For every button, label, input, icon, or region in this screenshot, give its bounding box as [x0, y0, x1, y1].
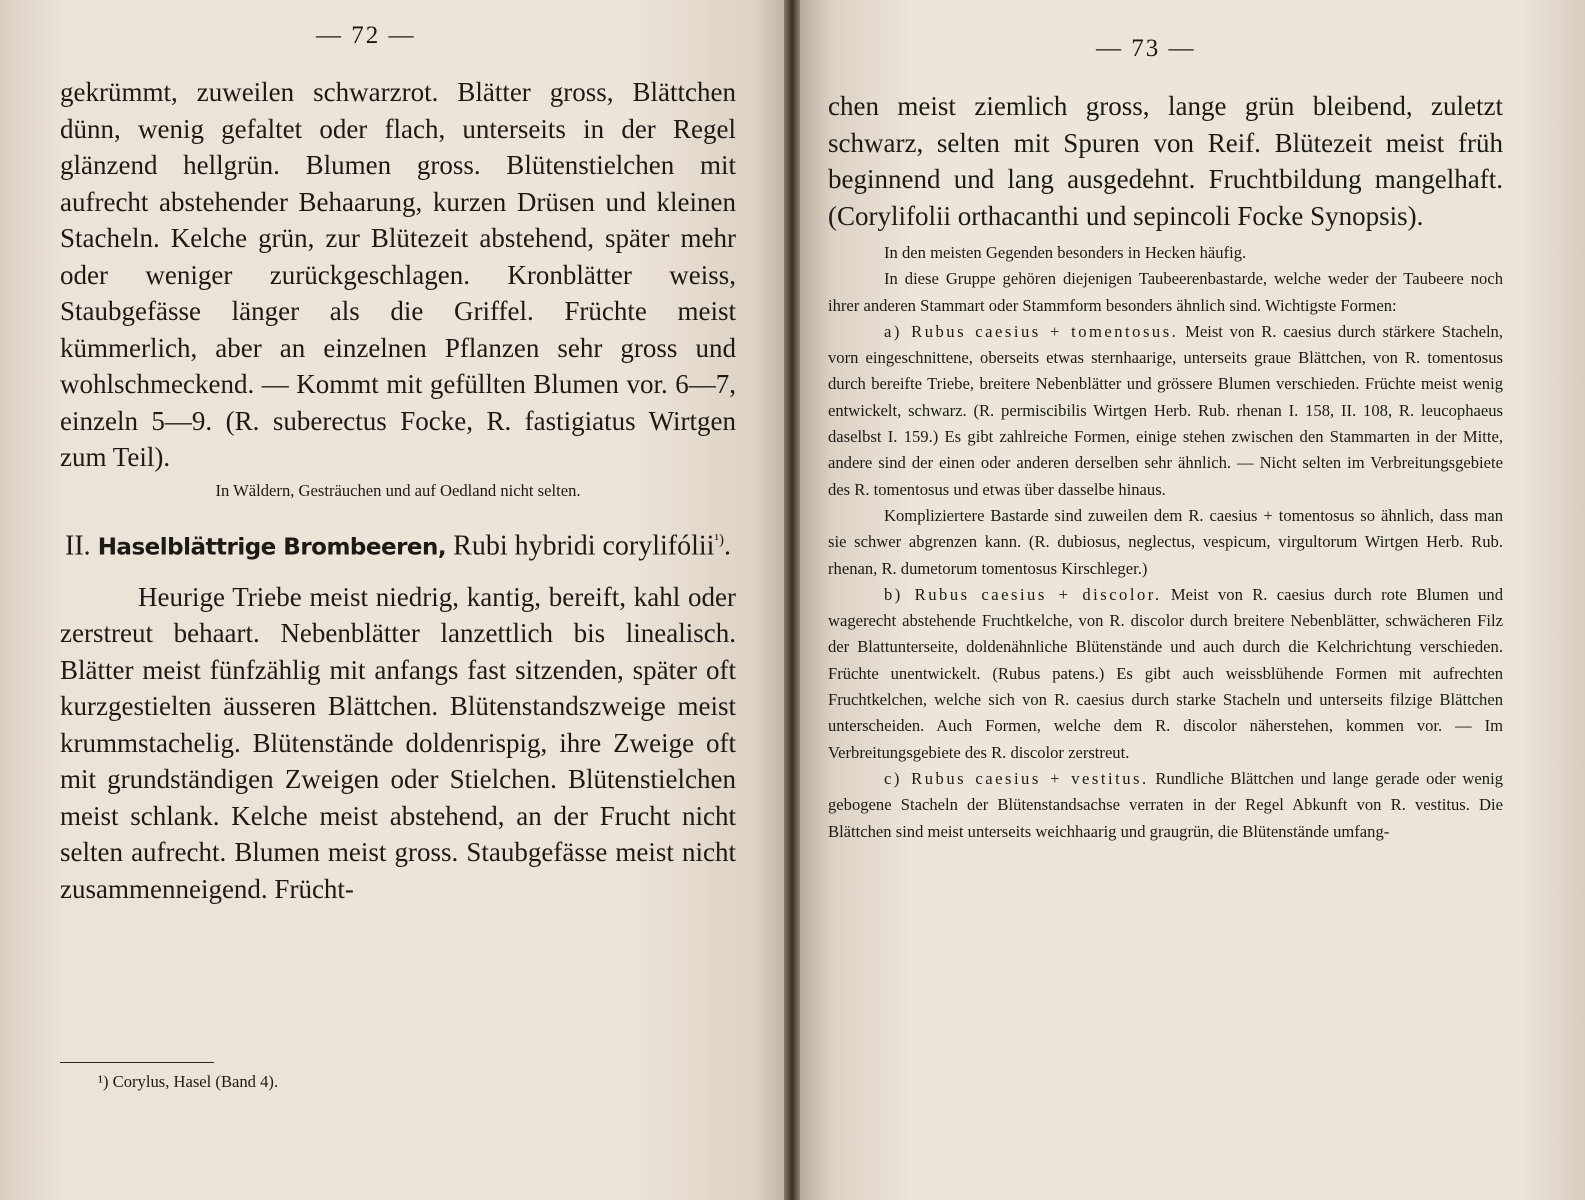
page-number: — 72 —	[316, 22, 416, 49]
page-number: — 73 —	[1096, 35, 1196, 62]
section-title: Haselblättrige Brombeeren,	[97, 533, 447, 560]
paragraph: chen meist ziemlich gross, lange grün bleibend, zuletzt schwarz, selten mit Spuren von Reif. Blütezeit meist früh beginnend und lang ausgedehnt. Fruchtbildung mangelhaft. (Corylifolii orthacanthi und sepincoli Focke Synopsis).	[828, 91, 1503, 231]
right-text-column	[828, 88, 1503, 845]
footnote: ¹) Corylus, Hasel (Band 4).	[98, 1072, 279, 1091]
small-paragraph: b) Rubus caesius + discolor. Meist von R. caesius durch rote Blumen und wagerecht abstehende Fruchtkelche, von R. discolor durch breitere Nebenblätter, schwächeren Filz der Blattunterseite, doldenähnliche Blütenstände und auch durch die Kelchrichtung verschieden. Früchte unentwickelt. (Rubus patens.) Es gibt auch weissblühende Formen mit aufrechten Fruchtkelchen, welche sich von R. caesius durch starke Stacheln und unterseits filzige Blättchen unterscheiden. Auch Formen, welche dem R. discolor näherstehen, kommen vor. — Im Verbreitungsgebiete des R. discolor zerstreut.	[828, 584, 1503, 762]
paragraph: Heurige Triebe meist niedrig, kantig, bereift, kahl oder zerstreut behaart. Nebenblätter lanzettlich bis linealisch. Blätter meist fünfzählig mit anfangs fast sitzenden, später oft kurzgestielten äusseren Blättchen. Blütenstandszweige meist krummstachelig. Blütenstände doldenrispig, ihre Zweige oft mit grundständigen Zweigen oder Stielchen. Blütenstielchen meist schlank. Kelche meist abstehend, an der Frucht nicht selten aufrecht. Blumen meist gross. Staubgefässe meist nicht zusammenneigend. Frücht-	[60, 581, 736, 904]
heading-close: .	[723, 529, 731, 561]
section-heading	[60, 522, 736, 565]
left-page	[0, 0, 786, 1200]
section-numeral: II.	[65, 529, 91, 561]
paragraph: gekrümmt, zuweilen schwarzrot. Blätter gross, Blättchen dünn, wenig gefaltet oder flach, unterseits in der Regel glänzend hellgrün. Blumen gross. Blütenstielchen mit aufrecht abstehender Behaarung, kurzen Drüsen und kleinen Stacheln. Kelche grün, zur Blütezeit abstehend, später mehr oder weniger zurückgeschlagen. Kronblätter weiss, Staubgefässe länger als die Griffel. Früchte meist kümmerlich, aber an einzelnen Pflanzen sehr gross und wohlschmeckend. — Kommt mit gefüllten Blumen vor. 6—7, einzeln 5—9. (R. suberectus Focke, R. fastigiatus Wirtgen zum Teil).	[60, 77, 736, 472]
small-paragraph: Kompliziertere Bastarde sind zuweilen dem R. caesius + tomentosus so ähnlich, dass man sie schwer abgrenzen kann. (R. dubiosus, neglectus, vespicum, virgultorum Wirtgen Herb. Rub. rhenan, R. dumetorum tomentosus Kirschleger.)	[828, 505, 1503, 578]
left-text-column	[60, 74, 736, 907]
small-print-section	[828, 240, 1503, 845]
right-page	[800, 0, 1585, 1200]
footnote-mark: ¹)	[714, 531, 724, 548]
small-paragraph: In den meisten Gegenden besonders in Hecken häufig.	[884, 243, 1247, 262]
small-paragraph: In diese Gruppe gehören diejenigen Taubeerenbastarde, welche weder der Taubeere noch ihrer anderen Stammart oder Stammform besonders ähnlich sind. Wichtigste Formen:	[828, 269, 1503, 315]
footnote-rule	[60, 1062, 214, 1063]
small-paragraph: a) Rubus caesius + tomentosus. Meist von R. caesius durch stärkere Stacheln, vorn eingeschnittene, oberseits etwas sternhaarige, unterseits graue Blättchen, von R. tomentosus durch bereifte Triebe, breitere Nebenblätter und grössere Blumen verschieden. Früchte meist wenig entwickelt, schwarz. (R. permiscibilis Wirtgen Herb. Rub. rhenan I. 158, II. 108, R. leucophaeus daselbst I. 159.) Es gibt zahlreiche Formen, einige stehen zwischen den Stammarten in der Mitte, andere sind der einen oder anderen derselben sehr ähnlich. — Nicht selten im Verbreitungsgebiete des R. tomentosus und etwas über dasselbe hinaus.	[828, 321, 1504, 499]
habitat-note: In Wäldern, Gesträuchen und auf Oedland nicht selten.	[215, 480, 581, 500]
section-latin-name: Rubi hybridi corylifólii	[453, 529, 715, 561]
small-paragraph: c) Rubus caesius + vestitus. Rundliche Blättchen und lange gerade oder wenig gebogene Stacheln der Blütenstandsachse verraten in der Regel Abkunft von R. vestitus. Die Blättchen sind meist unterseits weichhaarig und graugrün, die Blütenstände umfang-	[828, 768, 1503, 841]
